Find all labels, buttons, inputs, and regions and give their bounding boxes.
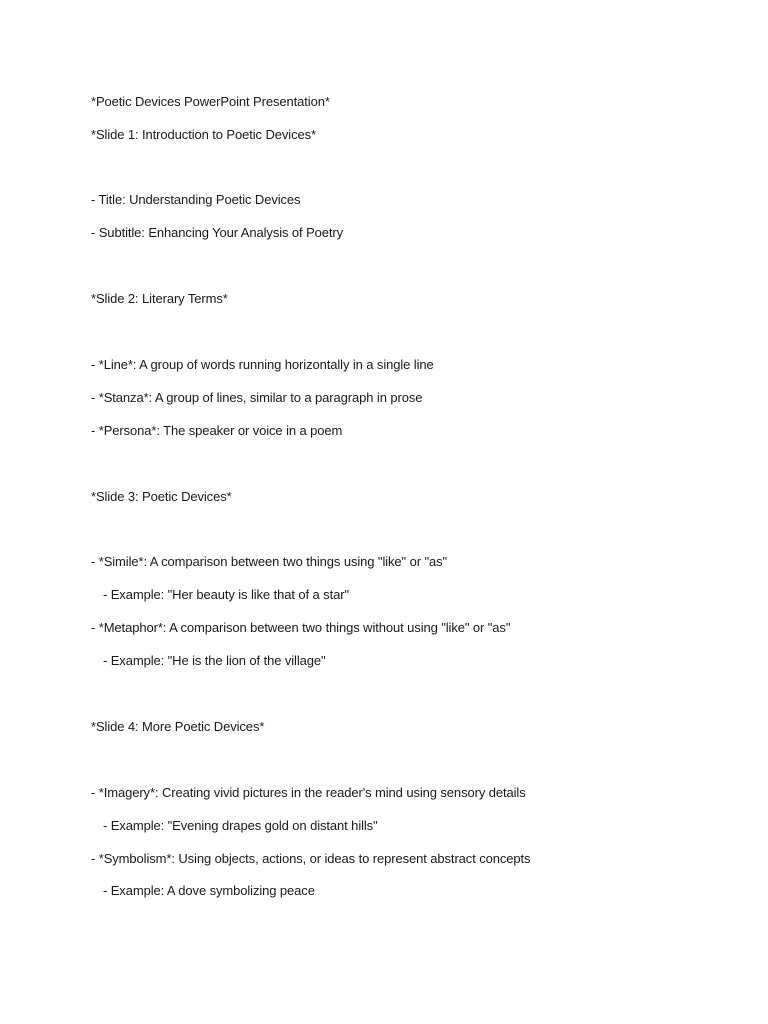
slide4-heading: *Slide 4: More Poetic Devices*: [91, 719, 265, 734]
slide2-item-stanza: - *Stanza*: A group of lines, similar to a paragraph in prose: [91, 390, 423, 405]
slide2-item-persona: - *Persona*: The speaker or voice in a poem: [91, 423, 343, 438]
slide2-heading: *Slide 2: Literary Terms*: [91, 291, 228, 306]
slide4-symbolism: - *Symbolism*: Using objects, actions, or ideas to represent abstract concepts: [91, 851, 531, 866]
slide4-imagery-example: - Example: "Evening drapes gold on distant hills": [103, 818, 378, 833]
slide3-metaphor: - *Metaphor*: A comparison between two things without using "like" or "as": [91, 620, 511, 635]
slide1-subtitle: - Subtitle: Enhancing Your Analysis of Poetry: [91, 225, 344, 240]
slide2-item-line: - *Line*: A group of words running horizontally in a single line: [91, 357, 434, 372]
slide3-metaphor-example: - Example: "He is the lion of the village": [103, 653, 326, 668]
slide1-heading: *Slide 1: Introduction to Poetic Devices*: [91, 127, 316, 142]
slide3-simile: - *Simile*: A comparison between two things using "like" or "as": [91, 554, 448, 569]
slide4-imagery: - *Imagery*: Creating vivid pictures in the reader's mind using sensory details: [91, 785, 526, 800]
document-heading: *Poetic Devices PowerPoint Presentation*: [91, 94, 330, 109]
slide3-heading: *Slide 3: Poetic Devices*: [91, 489, 232, 504]
slide1-title: - Title: Understanding Poetic Devices: [91, 192, 301, 207]
slide4-symbolism-example: - Example: A dove symbolizing peace: [103, 883, 315, 898]
slide3-simile-example: - Example: "Her beauty is like that of a star": [103, 587, 349, 602]
